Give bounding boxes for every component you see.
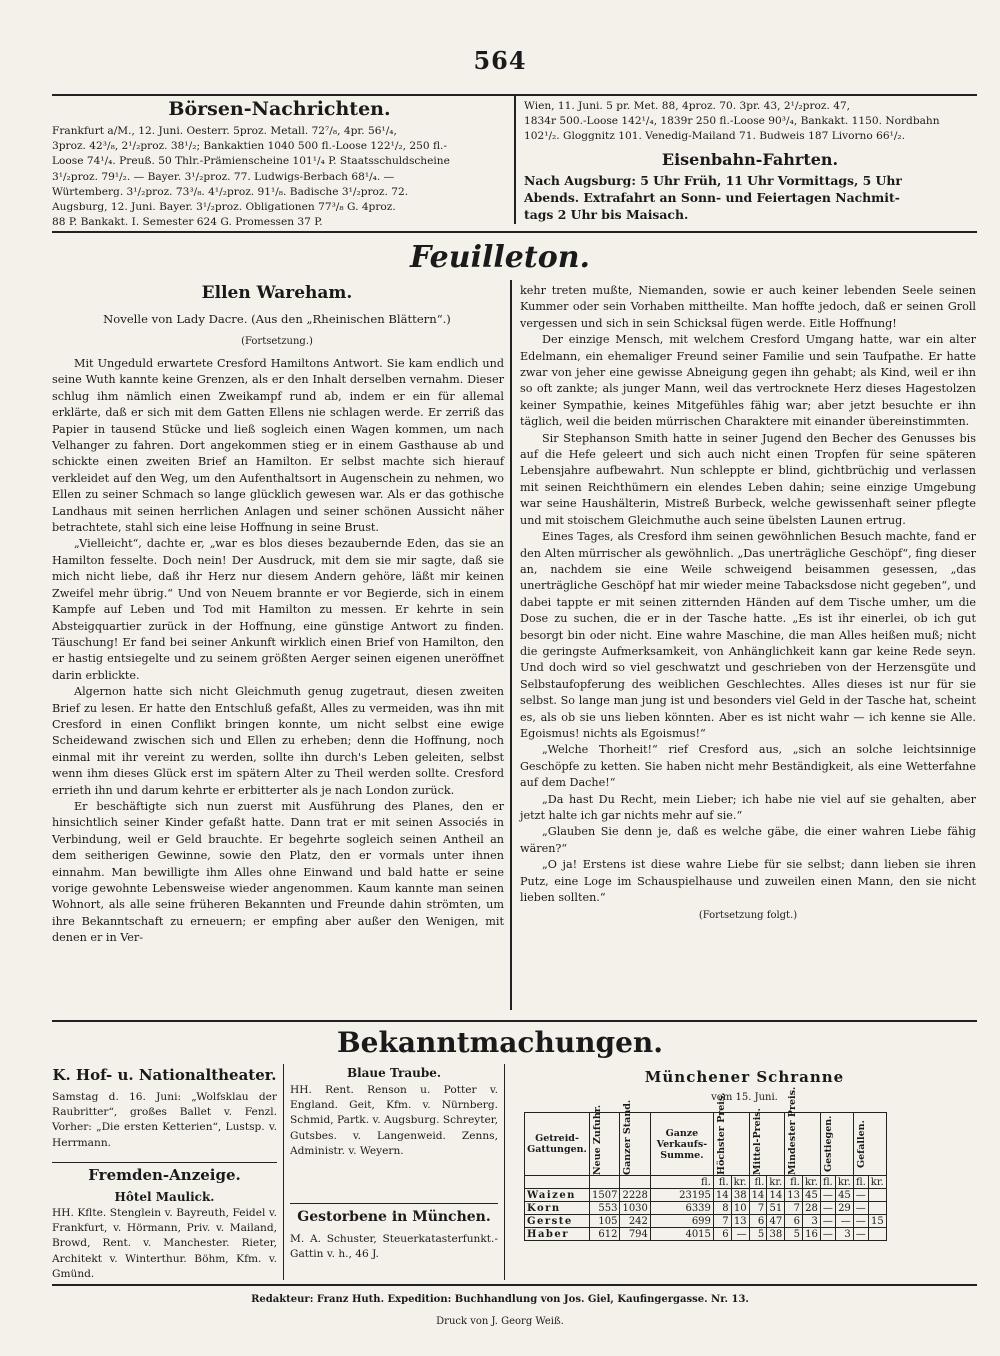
col-header: Ganze Verkaufs-Summe. bbox=[650, 1113, 713, 1176]
boersen-line: 3¹/₂proz. 79¹/₂. — Bayer. 3¹/₂proz. 77. Ludwigs-Berbach 68¹/₄. — bbox=[52, 170, 395, 183]
bekanntmachungen-title: Bekanntmachungen. bbox=[336, 1026, 664, 1059]
story-subtitle: Novelle von Lady Dacre. (Aus den „Rheinischen Blättern“.) bbox=[103, 312, 451, 326]
footer-rule bbox=[52, 1284, 977, 1286]
wien-text bbox=[524, 99, 976, 145]
eisenbahn-text bbox=[524, 172, 976, 223]
footer-printer: Druck von J. Georg Weiß. bbox=[436, 1316, 564, 1327]
eisenbahn-title: Eisenbahn-Fahrten. bbox=[661, 150, 839, 169]
footer-editor: Redakteur: Franz Huth. Expedition: Buchhandlung von Jos. Giel, Kaufingergasse. Nr. 13. bbox=[251, 1294, 749, 1305]
column-divider bbox=[283, 1064, 284, 1280]
paragraph: Er beschäftigte sich nun zuerst mit Ausführung des Planes, den er hinsichtlich seiner Kinder gefaßt hatte. Dann trat er mit seinen Associés in Verbindung, weil er Geld brauchte. Er begehrte sogleich seinen Antheil an dem seitherigen Gewinne, sowie den Platz, den er vormals unter ihnen einnahm. Man bewilligte ihm Alles ohne Einwand und bald hatte er seine vorige gewohnte Lebensweise wieder angenommen. Kaum kannte man seinen Wohnort, als alle seine früheren Bekannten und Freunde dahin strömten, um ihre Bekanntschaft zu erneuern; er empfing aber außer den Wenigen, mit denen er in Ver- bbox=[52, 799, 504, 945]
feuilleton-right-column bbox=[520, 283, 976, 925]
boersen-line: Würtemberg. 3¹/₂proz. 73³/₈. 4¹/₂proz. 91¹/₈. Badische 3¹/₂proz. 72. bbox=[52, 185, 409, 198]
page-number: 564 bbox=[473, 46, 527, 75]
boersen-title: Börsen-Nachrichten. bbox=[168, 98, 391, 120]
paragraph: Mit Ungeduld erwartete Cresford Hamiltons Antwort. Sie kam endlich und seine Wuth kannte keine Grenzen, als er den Inhalt derselben vernahm. Dieser schlug ihm nämlich einen Zweikampf rund ab, indem er ein für allemal erklärte, daß er sich mit dem Gatten Ellens nie schlagen werde. Er zerriß das Papier in tausend Stücke und ließ sogleich einen Wagen kommen, um nach Velhanger zu fahren. Dort angekommen stieg er in einem Gasthause ab und schickte einen zweiten Brief an Hamilton. Er selbst machte sich hierauf verkleidet auf den Weg, um den Aufenthaltsort in Augenschein zu nehmen, wo Ellen zu seiner Schmach so lange glücklich gewesen war. Als er das gothische Landhaus mit seinen herrlichen Anlagen und seiner schönen Aussicht näher betrachtete, stahl sich eine leise Hoffnung in seine Brust. bbox=[52, 357, 504, 535]
col-header: Gestiegen. bbox=[820, 1113, 853, 1176]
wien-line: 102¹/₂. Gloggnitz 101. Venedig-Mailand 71. Budweis 187 Livorno 66¹/₂. bbox=[524, 130, 906, 143]
boersen-line: Augsburg, 12. Juni. Bayer. 3¹/₂proz. Obligationen 77³/₈ G. 4proz. bbox=[52, 201, 396, 214]
paragraph: „Da hast Du Recht, mein Lieber; ich habe nie viel auf sie gehalten, aber jetzt halte ich gar nichts mehr auf sie.“ bbox=[520, 792, 976, 822]
table-row: Gerste 105 242 699 7 13 6 47 6 3 — — — 15 bbox=[525, 1215, 887, 1228]
paragraph: „Glauben Sie denn je, daß es welche gäbe, die einer wahren Liebe fähig wären?“ bbox=[520, 825, 976, 855]
boersen-line: 3proz. 42³/₈, 2¹/₂proz. 38¹/₂; Bankaktien 1040 500 fl.-Loose 122¹/₂, 250 fl.- bbox=[52, 140, 447, 153]
feuilleton-left-column bbox=[52, 356, 504, 947]
hotel-name: Blaue Traube. bbox=[346, 1066, 442, 1080]
table-row: Korn 553 1030 6339 8 10 7 51 7 28 — 29 — bbox=[525, 1202, 887, 1215]
paragraph: Der einzige Mensch, mit welchem Cresford Umgang hatte, war ein alter Edelmann, ein ehemaliger Freund seiner Familie und sein Taufpathe. Er hatte zwar von jeher eine gewisse Abneigung gegen ihn gehabt; als Kind, weil er ihn so oft zankte; als junger Mann, weil das vertrocknete Herz dieses Hagestolzen keiner Sympathie, keines Mitgefühles fähig war; aber jetzt besuchte er ihn täglich, weil die beiden mürrischen Charaktere mit einander übereinstimmten. bbox=[520, 333, 976, 429]
col-header: Mittel-Preis. bbox=[749, 1113, 785, 1176]
paragraph: „Vielleicht“, dachte er, „war es blos dieses bezaubernde Eden, das sie an Hamilton fesselte. Doch nein! Der Ausdruck, mit dem sie mir sagte, daß sie mich nicht liebe, daß ihr Herz nur diesem Andern gehöre, läßt mir keinen Zweifel mehr übrig.“ Und von Neuem brannte er vor Begierde, sich in einem Kampfe auf Leben und Tod mit Hamilton zu messen. Er kehrte in sein Absteigquartier zurück in der Hoffnung, eine günstige Antwort zu finden. Täuschung! Er fand bei seiner Ankunft wirklich einen Brief von Hamilton, den er hastig entsiegelte und zu seinem größten Aerger seinen eigenen uneröffnet darin erblickte. bbox=[52, 537, 504, 682]
wien-line: 1834r 500.-Loose 142¹/₄, 1839r 250 fl.-Loose 90³/₄, Bankakt. 1150. Nordbahn bbox=[524, 115, 940, 128]
divider bbox=[290, 1203, 498, 1204]
hotel-name: Hôtel Maulick. bbox=[114, 1190, 215, 1204]
eisenbahn-line: Abends. Extrafahrt an Sonn- und Feiertagen Nachmit- bbox=[524, 190, 900, 205]
column-divider-feuilleton bbox=[510, 280, 512, 1010]
table-row: Haber 612 794 4015 6 — 5 38 5 16 — 3 — bbox=[525, 1228, 887, 1241]
theater-text: Samstag d. 16. Juni: „Wolfsklau der Raubritter“, großes Ballet v. Fenzl. Vorher: „Die ersten Ketterien“, Lustsp. v. Herrmann. bbox=[52, 1091, 277, 1149]
section-rule bbox=[52, 231, 977, 233]
eisenbahn-line: Nach Augsburg: 5 Uhr Früh, 11 Uhr Vormittags, 5 Uhr bbox=[524, 173, 902, 188]
column-divider bbox=[504, 1064, 505, 1280]
boersen-line: 88 P. Bankakt. I. Semester 624 G. Promessen 37 P. bbox=[52, 216, 323, 229]
paragraph: Eines Tages, als Cresford ihm seinen gewöhnlichen Besuch machte, fand er den Alten mürrischer als gewöhnlich. „Das unerträgliche Geschöpf“, fing dieser an, nachdem sie eine Weile schweigend beisammen gesessen, „das unerträgliche Geschöpf hat mir wieder meine Tabacksdose nicht gegeben“, und dabei tappte er mit seinen zitternden Händen auf dem Tische umher, um die Dose zu suchen, die er in der Tasche hatte. „Es ist ihr einerlei, ob ich gut besorgt bin oder nicht. Eine wahre Maschine, die man Alles heißen muß; nicht die geringste Aufmerksamkeit, von Anhänglichkeit kann gar keine Rede seyn. Und doch wird so viel geschwatzt und geschrieben von der Herzensgüte und Selbstaufopferung des weiblichen Geschlechtes. Alles dieses ist nur für sie selbst. So lange man jung ist und besonders viel Geld in der Tasche hat, scheint es, als ob sie uns lieben könnten. Aber es ist nicht wahr — ich kenne sie Alle. Egoismus! nichts als Egoismus!“ bbox=[520, 530, 976, 740]
gestorbene-text: M. A. Schuster, Steuerkatasterfunkt.-Gattin v. h., 46 J. bbox=[290, 1233, 498, 1261]
col-header: Gefallen. bbox=[853, 1113, 886, 1176]
col-header: Ganzer Stand. bbox=[620, 1113, 650, 1176]
col-header: Getreid-Gattungen. bbox=[525, 1113, 590, 1176]
gestorbene-title: Gestorbene in München. bbox=[297, 1209, 491, 1225]
col-header: Neue Zufuhr. bbox=[590, 1113, 620, 1176]
schranne-title: Münchener Schranne bbox=[644, 1068, 845, 1086]
fremden-text-2: HH. Rent. Renson u. Potter v. England. Geit, Kfm. v. Nürnberg. Schmid, Partk. v. Augsburg. Schreyter, Gutsbes. v. Langenweid. Zenns, Administr. v. Weyern. bbox=[290, 1084, 498, 1157]
feuilleton-title: Feuilleton. bbox=[410, 240, 590, 275]
theater-title: K. Hof- u. Nationaltheater. bbox=[52, 1066, 277, 1084]
col-header: Mindester Preis. bbox=[785, 1113, 821, 1176]
wien-line: Wien, 11. Juni. 5 pr. Met. 88, 4proz. 70. 3pr. 43, 2¹/₂proz. 47, bbox=[524, 100, 851, 112]
boersen-line: Frankfurt a/M., 12. Juni. Oesterr. 5proz. Metall. 72⁷/₈, 4pr. 56¹/₄, bbox=[52, 125, 397, 137]
column-divider-top bbox=[514, 96, 516, 224]
section-rule bbox=[52, 1020, 977, 1022]
divider bbox=[52, 1162, 277, 1163]
continued-note: (Fortsetzung.) bbox=[241, 336, 313, 347]
paragraph: Sir Stephanson Smith hatte in seiner Jugend den Becher des Genusses bis auf die Hefe geleert und sich auch nicht einen Tropfen für seine späteren Lebensjahre aufbewahrt. Nun schleppte er blind, gichtbrüchig und verlassen mit seinen Reichthümern ein elendes Leben dahin; seine einzige Umgebung war seine Haushälterin, Mistreß Burbeck, welche gewissenhaft seiner pflegte und mit stoischem Gleichmuthe auch seine übelsten Launen ertrug. bbox=[520, 431, 976, 527]
story-title: Ellen Wareham. bbox=[201, 283, 353, 303]
table-row: Waizen 1507 2228 23195 14 38 14 14 13 45 — 45 — bbox=[525, 1189, 887, 1202]
unit-row: fl. fl. kr. fl. kr. fl. kr. fl. kr. fl. kr. bbox=[525, 1176, 887, 1189]
fremden-text: HH. Kflte. Stenglein v. Bayreuth, Feidel v. Frankfurt, v. Hörmann, Priv. v. Mailand, Browd, Rent. v. Manchester. Rieter, Architekt v. Winterthur. Böhm, Kfm. v. Gmünd. bbox=[52, 1207, 277, 1280]
fremden-title: Fremden-Anzeige. bbox=[88, 1166, 241, 1184]
to-be-continued: (Fortsetzung folgt.) bbox=[698, 910, 798, 922]
eisenbahn-line: tags 2 Uhr bis Maisach. bbox=[524, 207, 689, 222]
paragraph: kehr treten mußte, Niemanden, sowie er auch keiner lebenden Seele seinen Kummer oder sein Vorhaben mittheilte. Man hoffte jedoch, daß er seinen Groll vergessen und sich in sein Schicksal fügen werde. Eitle Hoffnung! bbox=[520, 284, 976, 330]
paragraph: Algernon hatte sich nicht Gleichmuth genug zugetraut, diesen zweiten Brief zu lesen. Er hatte den Entschluß gefaßt, Alles zu vermeiden, was ihn mit Cresford in einen Conflikt bringen konnte, um nicht selbst eine ewige Scheidewand zwischen sich und Ellen zu erheben; denn die Hoffnung, noch einmal mit ihr vereint zu werden, sollte ihn durch's Leben geleiten, selbst wenn ihm dieses Glück erst im spätern Alter zu Theil werden sollte. Cresford errieth ihn und darum kehrte er erbitterter als je nach London zurück. bbox=[52, 685, 504, 797]
schranne-date: vom 15. Juni. bbox=[711, 1092, 778, 1103]
boersen-line: Loose 74¹/₄. Preuß. 50 Thlr.-Prämienscheine 101¹/₄ P. Staatsschuldscheine bbox=[52, 155, 450, 168]
boersen-text bbox=[52, 124, 507, 230]
paragraph: „O ja! Erstens ist diese wahre Liebe für sie selbst; dann lieben sie ihren Putz, eine Loge im Schauspielhause und zuweilen einen Mann, den sie nicht lieben sollten.“ bbox=[520, 858, 976, 905]
col-header: Höchster Preis. bbox=[713, 1113, 749, 1176]
paragraph: „Welche Thorheit!“ rief Cresford aus, „sich an solche leichtsinnige Geschöpfe zu ketten. Sie haben nicht mehr Beständigkeit, als eine Wetterfahne auf dem Dache!“ bbox=[520, 743, 976, 790]
